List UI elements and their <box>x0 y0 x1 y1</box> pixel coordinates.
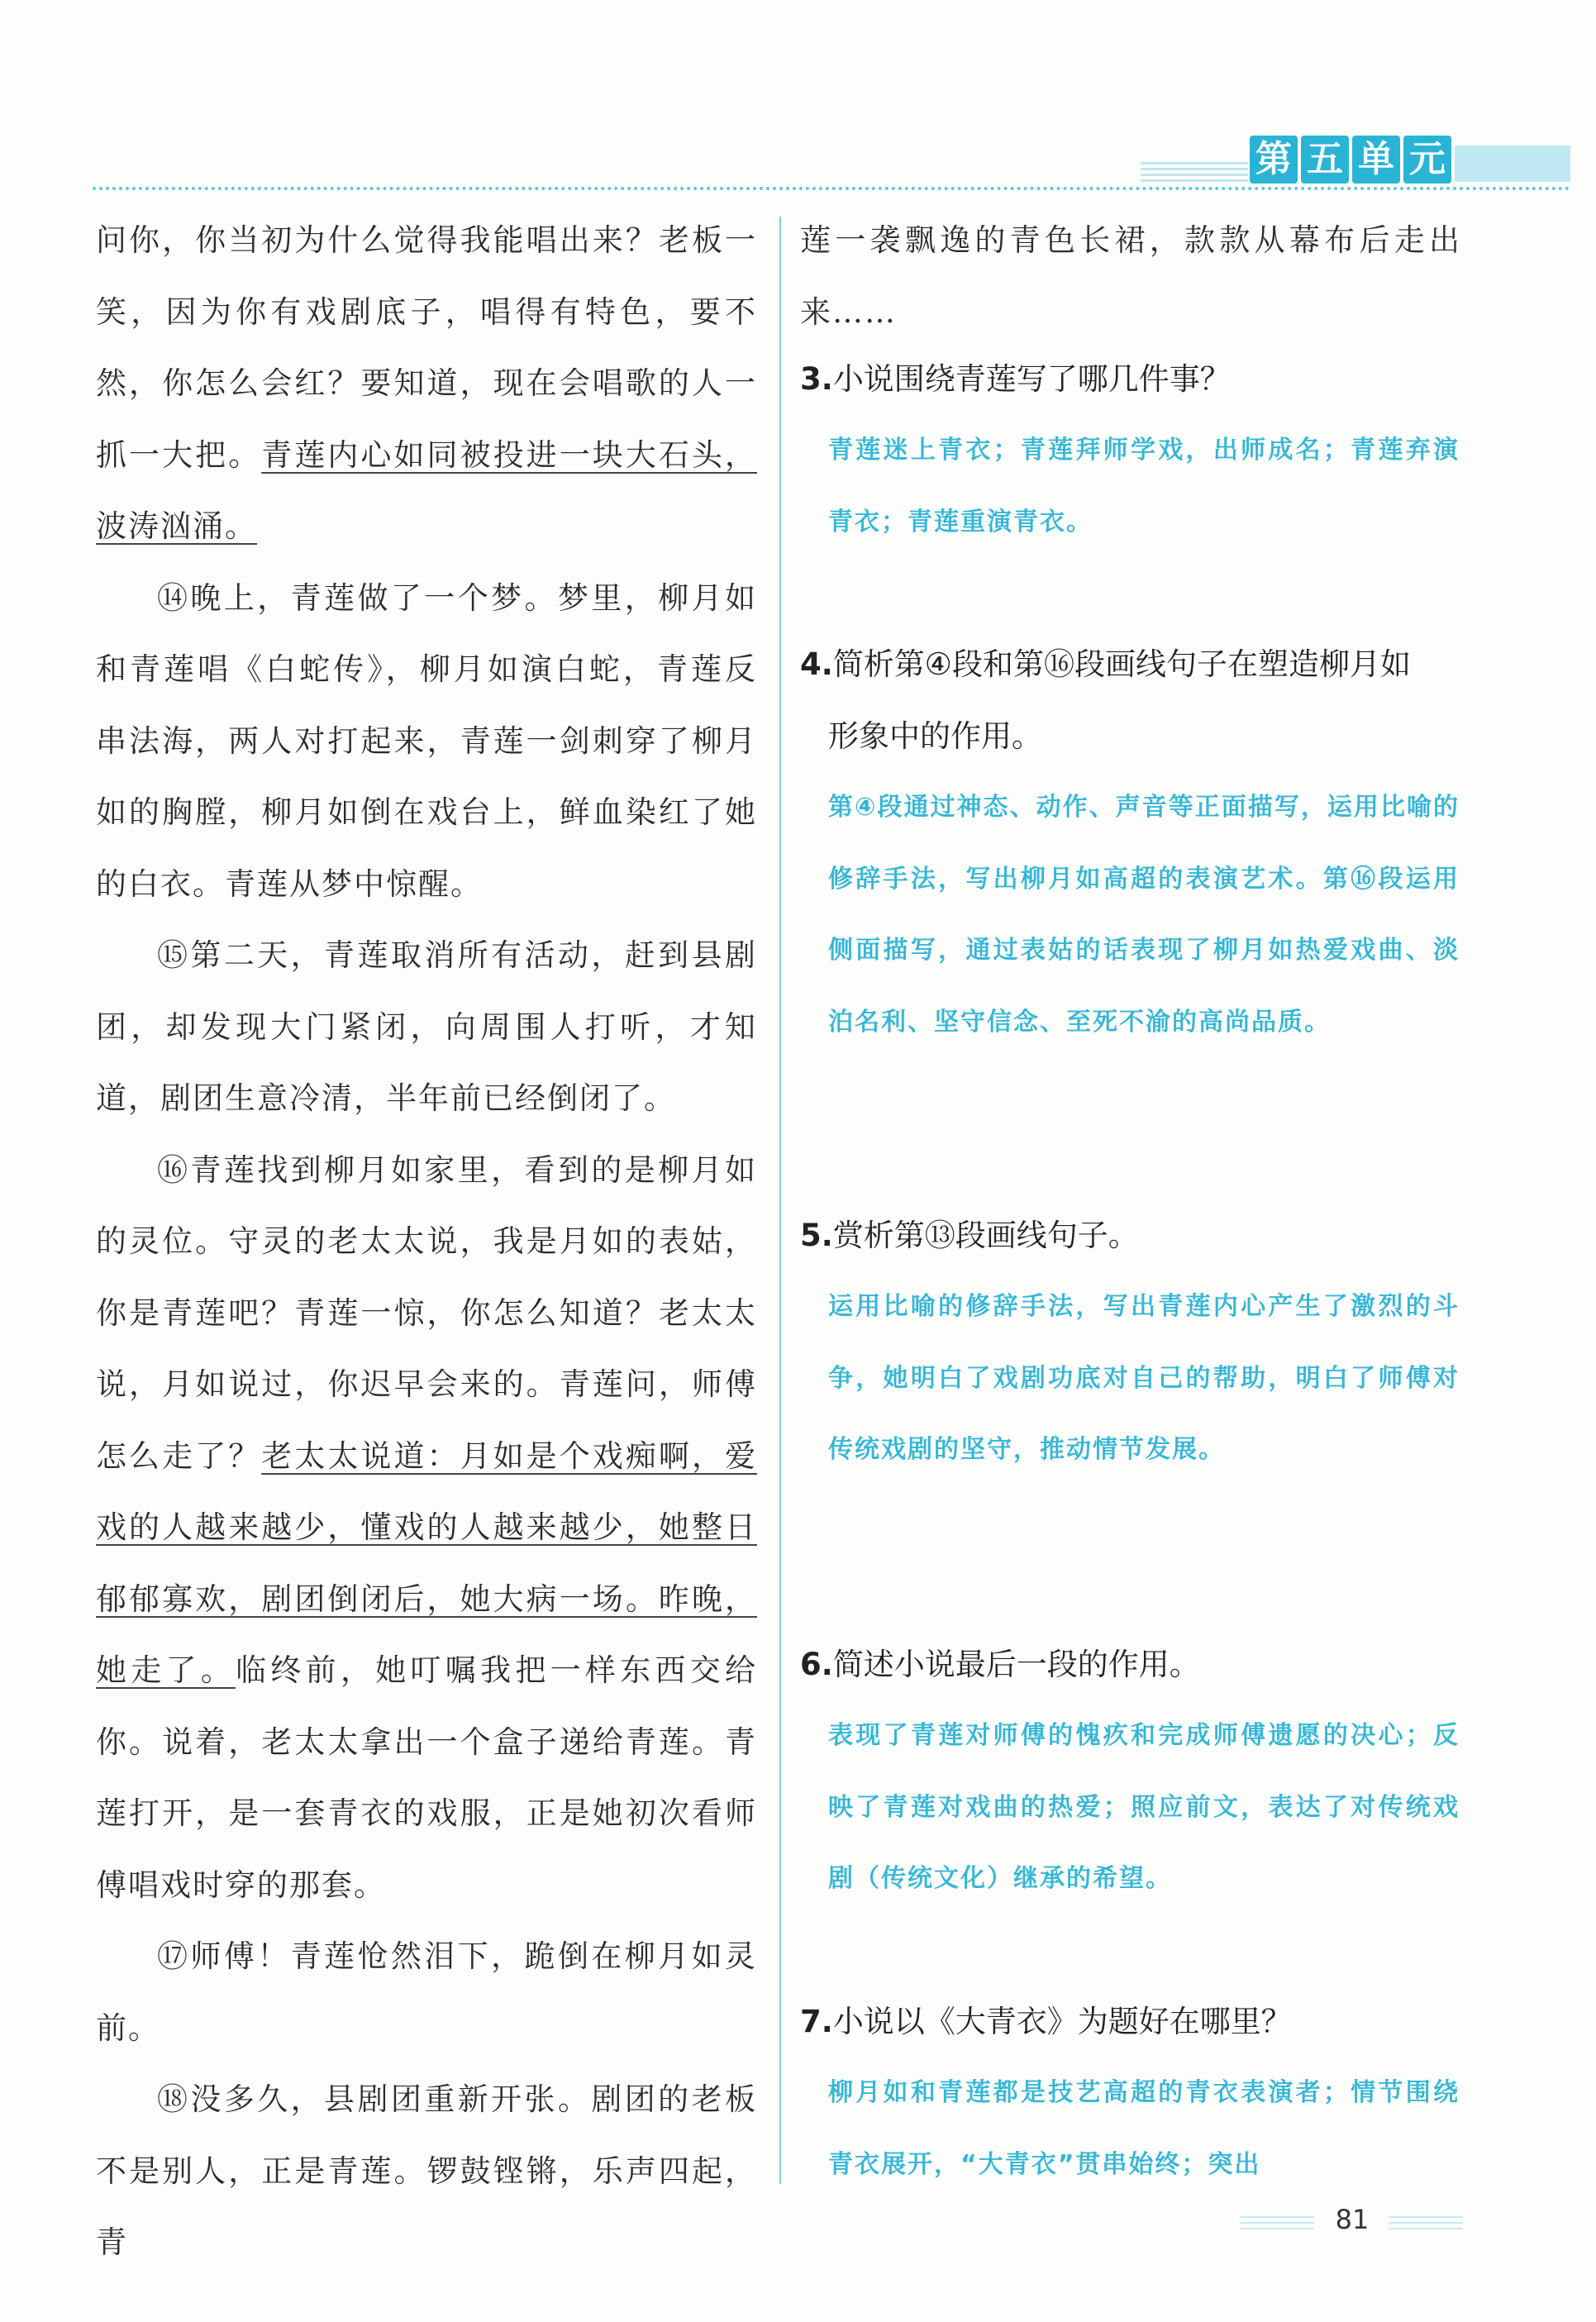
unit-char: 第 <box>1250 136 1298 184</box>
story-paragraph-14: ⑭晚上，青莲做了一个梦。梦里，柳月如和青莲唱《白蛇传》，柳月如演白蛇，青莲反串法海，两人对打起来，青莲一剑刺穿了柳月如的胸膛，柳月如倒在戏台上，鲜血染红了她的白衣。青莲从梦中惊醒。 <box>96 579 757 902</box>
underlined-sentence: 青莲内心如同被投进一块大石头，波涛汹涌。 <box>96 436 758 544</box>
answer-7: 柳月如和青莲都是技艺高超的青衣表演者；情节围绕青衣展开，“大青衣”贯串始终；突出 <box>828 2078 1460 2179</box>
question-4: 4.简析第④段和第⑯段画线句子在塑造柳月如 形象中的作用。 <box>800 646 1411 754</box>
story-paragraph-16: ⑯青莲找到柳月如家里，看到的是柳月如的灵位。守灵的老太太说，我是月如的表姑，你是青莲吧？青莲一惊，你怎么知道？老太太说，月如说过，你迟早会来的。青莲问，师傅怎么走了？老太太说道：月如是个戏痴啊，爱戏的人越来越少，懂戏的人越来越少，她整日郁郁寡欢，剧团倒闭后，她大病一场。昨晚，她走了。临终前，她叮嘱我把一样东西交给你。说着，老太太拿出一个盒子递给青莲。青莲打开，是一套青衣的戏服，正是她初次看师傅唱戏时穿的那套。 <box>96 1151 758 1903</box>
story-paragraph-15: ⑮第二天，青莲取消所有活动，赶到县剧团，却发现大门紧闭，向周围人打听，才知道，剧团生意冷清，半年前已经倒闭了。 <box>96 937 757 1116</box>
underlined-sentence: 老太太说道：月如是个戏痴啊，爱戏的人越来越少，懂戏的人越来越少，她整日郁郁寡欢，剧团倒闭后，她大病一场。昨晚，她走了。 <box>96 1438 758 1688</box>
story-paragraph-17: ⑰师傅！青莲怆然泪下，跪倒在柳月如灵前。 <box>96 1938 757 2046</box>
story-paragraph: 问你，你当初为什么觉得我能唱出来？老板一笑，因为你有戏剧底子，唱得有特色，要不然，你怎么会红？要知道，现在会唱歌的人一抓一大把。青莲内心如同被投进一块大石头，波涛汹涌。 <box>96 222 758 544</box>
answer-5: 运用比喻的修辞手法，写出青莲内心产生了激烈的斗争，她明白了戏剧功底对自己的帮助，明白了师傅对传统戏剧的坚守，推动情节发展。 <box>828 1292 1460 1464</box>
story-text-column <box>96 205 757 2279</box>
questions-column <box>800 205 1461 348</box>
header-stripes <box>1141 162 1248 184</box>
question-3: 3.小说围绕青莲写了哪几件事？ <box>800 361 1231 397</box>
answer-4: 第④段通过神态、动作、声音等正面描写，运用比喻的修辞手法，写出柳月如高超的表演艺术。第⑯段运用侧面描写，通过表姑的话表现了柳月如热爱戏曲、淡泊名利、坚守信念、至死不渝的高尚品质。 <box>828 793 1460 1037</box>
header-bar <box>1455 145 1570 182</box>
column-divider <box>779 217 781 2184</box>
footer-stripes-left <box>1240 2216 1314 2233</box>
unit-char: 单 <box>1352 136 1400 184</box>
unit-badge <box>1250 136 1451 184</box>
header-dotted-line <box>93 187 1570 190</box>
page-number: 81 <box>1335 2204 1370 2235</box>
question-7: 7.小说以《大青衣》为题好在哪里？ <box>800 2004 1292 2039</box>
answer-6: 表现了青莲对师傅的愧疚和完成师傅遗愿的决心；反映了青莲对戏曲的热爱；照应前文，表达了对传统戏剧（传统文化）继承的希望。 <box>828 1721 1460 1893</box>
story-continuation: 莲一袭飘逸的青色长裙，款款从幕布后走出来…… <box>800 222 1461 330</box>
question-5: 5.赏析第⑬段画线句子。 <box>800 1218 1139 1253</box>
question-6: 6.简述小说最后一段的作用。 <box>800 1647 1200 1682</box>
footer-stripes-right <box>1389 2216 1463 2233</box>
unit-char: 元 <box>1403 136 1451 184</box>
story-paragraph-18: ⑱没多久，县剧团重新开张。剧团的老板不是别人，正是青莲。锣鼓铿锵，乐声四起，青 <box>96 2081 757 2260</box>
unit-char: 五 <box>1301 136 1349 184</box>
answer-3: 青莲迷上青衣；青莲拜师学戏，出师成名；青莲弃演青衣；青莲重演青衣。 <box>828 436 1460 536</box>
